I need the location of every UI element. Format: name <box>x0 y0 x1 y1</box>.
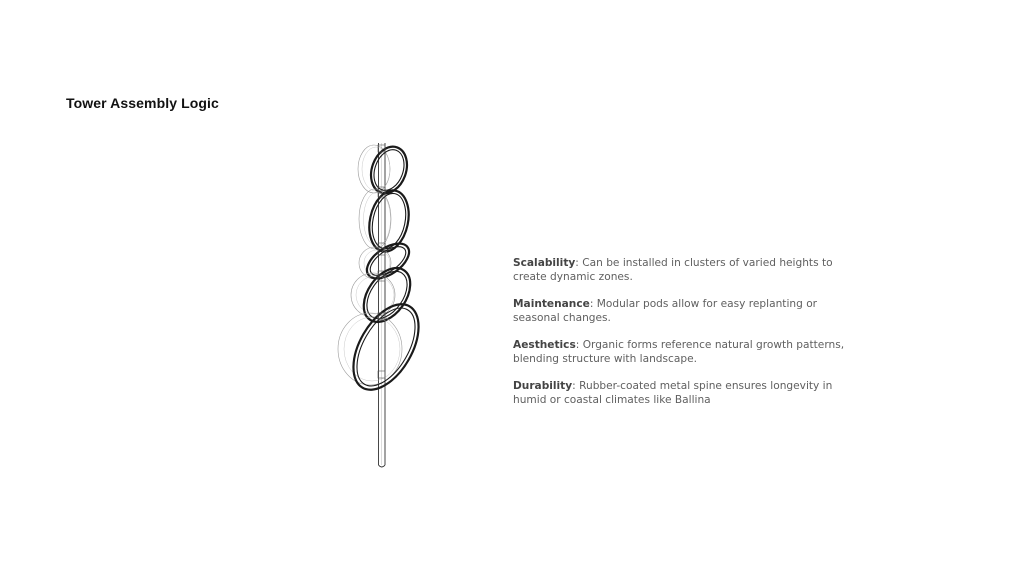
design-notes <box>513 257 853 421</box>
page-title: Tower Assembly Logic <box>66 95 219 111</box>
note-text: : Can be installed in clusters of varied heights to create dynamic zones. <box>513 257 833 283</box>
pod-1 <box>358 142 413 199</box>
note-text: : Organic forms reference natural growth patterns, blending structure with landscape. <box>513 339 845 365</box>
note-term: Aesthetics <box>513 339 576 351</box>
note-scalability <box>513 257 853 284</box>
note-aesthetics <box>513 339 853 366</box>
tower-assembly-drawing <box>330 135 440 475</box>
note-term: Durability <box>513 380 573 392</box>
note-term: Maintenance <box>513 298 590 310</box>
note-text: : Modular pods allow for easy replanting or seasonal changes. <box>513 298 818 324</box>
note-text: : Rubber-coated metal spine ensures longevity in humid or coastal climates like Ballina <box>513 380 833 406</box>
note-durability <box>513 380 853 407</box>
note-maintenance <box>513 298 853 325</box>
note-term: Scalability <box>513 257 576 269</box>
